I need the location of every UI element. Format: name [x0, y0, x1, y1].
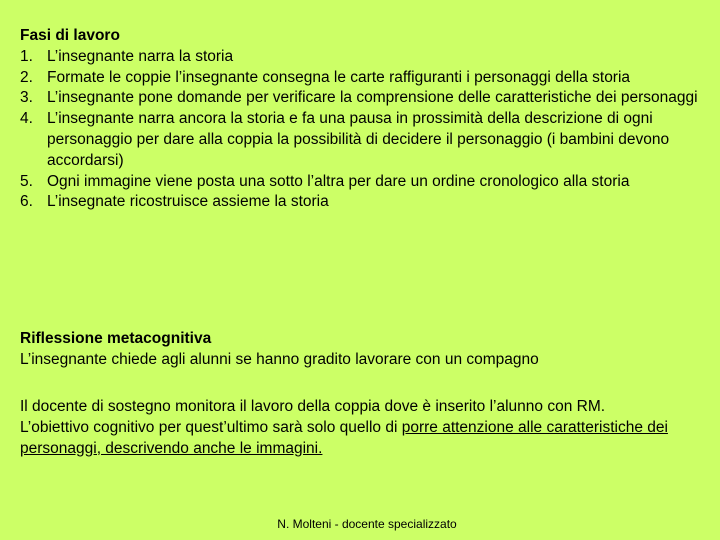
list-item-number: 6.: [20, 193, 33, 211]
reflection-title: Riflessione metacognitiva: [20, 330, 212, 347]
list-item-number: 2.: [20, 68, 33, 86]
list-item-text: Formate le coppie l’insegnante consegna le carte raffiguranti i personaggi della storia: [47, 68, 631, 86]
support-goal-underlined: porre attenzione alle caratteristiche dei personaggi, descrivendo anche le immagini.: [20, 418, 668, 457]
support-paragraph: [20, 397, 715, 459]
list-item: [20, 88, 710, 109]
support-teacher-section: [20, 397, 715, 459]
list-item-number: 4.: [20, 110, 33, 128]
work-phases-title: Fasi di lavoro: [20, 27, 120, 44]
list-item-text: L’insegnante pone domande per verificare la comprensione delle caratteristiche dei personaggi: [47, 89, 698, 107]
list-item-number: 1.: [20, 47, 33, 65]
metacognitive-reflection-section: [20, 329, 710, 371]
list-item: [20, 192, 710, 213]
reflection-text: L’insegnante chiede agli alunni se hanno gradito lavorare con un compagno: [20, 350, 539, 368]
footer-credit: N. Molteni - docente specializzato: [277, 517, 457, 531]
list-item-text: L’insegnate ricostruisce assieme la storia: [47, 193, 329, 211]
list-item-text: Ogni immagine viene posta una sotto l’altra per dare un ordine cronologico alla storia: [47, 172, 630, 190]
list-item: [20, 68, 710, 89]
list-item-text: L’insegnante narra ancora la storia e fa una pausa in prossimità della descrizione di ogni personaggio per dare alla coppia la possibilità di decidere il personaggio (i bambini devono accordarsi): [47, 110, 670, 169]
list-item-number: 5.: [20, 172, 33, 190]
list-item: [20, 172, 710, 193]
list-item: [20, 109, 710, 171]
work-phases-section: [20, 26, 710, 213]
footer: [0, 516, 720, 532]
list-item-number: 3.: [20, 89, 33, 107]
list-item-text: L’insegnante narra la storia: [47, 47, 234, 65]
work-phases-list: [20, 47, 710, 213]
list-item: [20, 47, 710, 68]
support-monitoring-text: Il docente di sostegno monitora il lavoro della coppia dove è inserito l’alunno con RM.: [20, 398, 606, 415]
support-goal-prefix: L’obiettivo cognitivo per quest’ultimo sarà solo quello di: [20, 418, 402, 436]
